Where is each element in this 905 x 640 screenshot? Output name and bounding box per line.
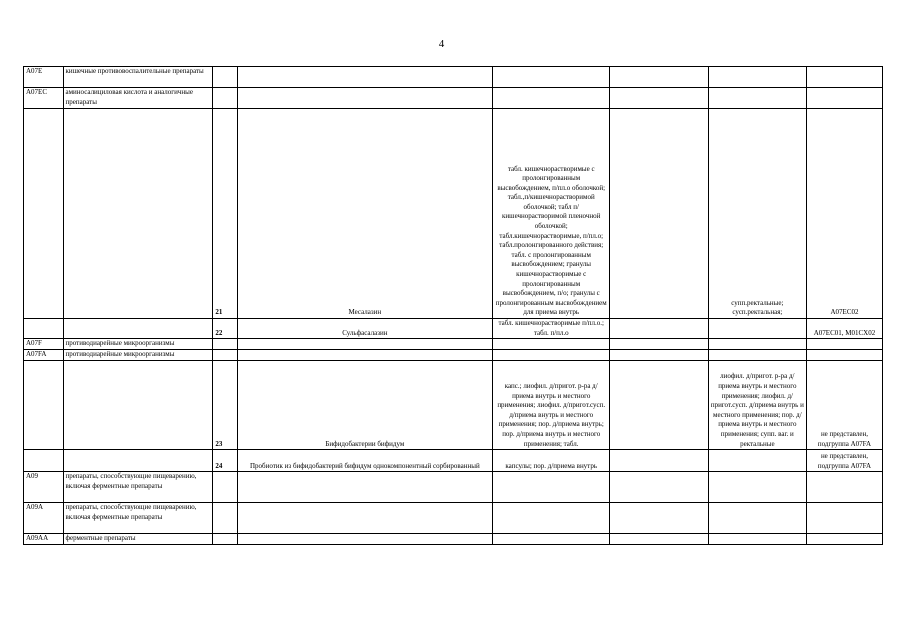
- group-name: [63, 319, 213, 339]
- item-number: 21: [213, 109, 237, 319]
- group-name: аминосалициловая кислота и аналогичные препараты: [63, 88, 213, 109]
- dosage-form: капс.; лиофил. д/пригот. р-ра д/приема внутрь и местного применения; лиофил. д/пригот.сусп. д/приема внутрь и местного применения; пор. д/приема внутрь; пор. д/приема внутрь и местного применения; табл.: [492, 361, 610, 450]
- additional-forms: супп.ректальные; сусп.ректальная;: [708, 109, 806, 319]
- additional-forms: [708, 339, 806, 350]
- atc-code: A09: [24, 472, 64, 503]
- additional-forms: [708, 350, 806, 361]
- additional-forms: [708, 503, 806, 534]
- item-number: [213, 472, 237, 503]
- additional-forms: [708, 472, 806, 503]
- atc-code: [24, 319, 64, 339]
- table-row: [24, 472, 883, 503]
- atc-code: A09A: [24, 503, 64, 534]
- atc-note: [806, 503, 882, 534]
- item-number: [213, 339, 237, 350]
- empty-cell: [610, 319, 708, 339]
- group-name: противодиарейные микроорганизмы: [63, 339, 213, 350]
- dosage-form: [492, 339, 610, 350]
- atc-note: не представлен, подгруппа A07FA: [806, 450, 882, 472]
- atc-note: [806, 472, 882, 503]
- drug-name: [237, 350, 492, 361]
- atc-code: A07F: [24, 339, 64, 350]
- atc-code: [24, 450, 64, 472]
- drug-name: [237, 534, 492, 545]
- additional-forms: лиофил. д/пригот. р-ра д/приема внутрь и местного применения; лиофил. д/пригот.сусп. д/приема внутрь и местного применения; пор. д/приема внутрь и местного применения; супп. ваг. и ректальные: [708, 361, 806, 450]
- atc-code: [24, 361, 64, 450]
- empty-cell: [610, 472, 708, 503]
- drug-name: Сульфасалазин: [237, 319, 492, 339]
- item-number: 23: [213, 361, 237, 450]
- additional-forms: [708, 67, 806, 88]
- item-number: [213, 67, 237, 88]
- empty-cell: [610, 503, 708, 534]
- additional-forms: [708, 534, 806, 545]
- empty-cell: [610, 350, 708, 361]
- dosage-form: [492, 350, 610, 361]
- empty-cell: [610, 109, 708, 319]
- table-row: [24, 319, 883, 339]
- drug-list-table: [23, 66, 883, 545]
- drug-name: [237, 503, 492, 534]
- group-name: препараты, способствующие пищеварению, включая ферментные препараты: [63, 472, 213, 503]
- dosage-form: [492, 503, 610, 534]
- table-row: [24, 534, 883, 545]
- atc-code: A07EC: [24, 88, 64, 109]
- drug-name: [237, 88, 492, 109]
- drug-name: Бифидобактерии бифидум: [237, 361, 492, 450]
- empty-cell: [610, 361, 708, 450]
- item-number: [213, 534, 237, 545]
- dosage-form: [492, 88, 610, 109]
- drug-name: Пробиотик из бифидобактерий бифидум однокомпонентный сорбированный: [237, 450, 492, 472]
- item-number: [213, 503, 237, 534]
- dosage-form: [492, 67, 610, 88]
- atc-note: A07EC02: [806, 109, 882, 319]
- group-name: противодиарейные микроорганизмы: [63, 350, 213, 361]
- group-name: [63, 109, 213, 319]
- atc-code: A09AA: [24, 534, 64, 545]
- atc-note: A07EC01, M01CX02: [806, 319, 882, 339]
- item-number: [213, 350, 237, 361]
- empty-cell: [610, 88, 708, 109]
- table-row: [24, 339, 883, 350]
- table-row: [24, 67, 883, 88]
- additional-forms: [708, 319, 806, 339]
- atc-note: [806, 67, 882, 88]
- atc-code: A07E: [24, 67, 64, 88]
- table-row: [24, 109, 883, 319]
- group-name: [63, 450, 213, 472]
- table-row: [24, 503, 883, 534]
- item-number: [213, 88, 237, 109]
- empty-cell: [610, 450, 708, 472]
- atc-note: [806, 534, 882, 545]
- atc-code: A07FA: [24, 350, 64, 361]
- atc-note: [806, 339, 882, 350]
- dosage-form: [492, 472, 610, 503]
- atc-note: не представлен, подгруппа A07FA: [806, 361, 882, 450]
- empty-cell: [610, 339, 708, 350]
- group-name: препараты, способствующие пищеварению, включая ферментные препараты: [63, 503, 213, 534]
- group-name: ферментные препараты: [63, 534, 213, 545]
- drug-name: Месалазин: [237, 109, 492, 319]
- page-number: 4: [438, 38, 445, 50]
- table-row: [24, 350, 883, 361]
- table-row: [24, 361, 883, 450]
- drug-name: [237, 472, 492, 503]
- additional-forms: [708, 450, 806, 472]
- atc-code: [24, 109, 64, 319]
- drug-name: [237, 67, 492, 88]
- group-name: кишечные противовоспалительные препараты: [63, 67, 213, 88]
- additional-forms: [708, 88, 806, 109]
- item-number: 22: [213, 319, 237, 339]
- drug-name: [237, 339, 492, 350]
- group-name: [63, 361, 213, 450]
- dosage-form: табл. кишечнорастворимые п/пл.о.; табл. п/пл.о: [492, 319, 610, 339]
- empty-cell: [610, 67, 708, 88]
- item-number: 24: [213, 450, 237, 472]
- dosage-form: [492, 534, 610, 545]
- dosage-form: табл. кишечнорастворимые с пролонгированным высвобождением, п/пл.о оболочкой; табл.,п/кишечнорастворимой оболочкой; табл п/кишечнорастворимой пленочной оболочкой; табл.кишечнорастворимые, п/пл.о; табл.пролонгированного действия; табл. с пролонгированным высвобождением; гранулы кишечнорастворимые с пролонгированным высвобождением, п/о; гранулы с пролонгированным высвобождением для приема внутрь: [492, 109, 610, 319]
- table-body: [24, 67, 883, 545]
- atc-note: [806, 350, 882, 361]
- dosage-form: капсулы; пор. д/приема внутрь: [492, 450, 610, 472]
- empty-cell: [610, 534, 708, 545]
- table-row: [24, 88, 883, 109]
- atc-note: [806, 88, 882, 109]
- table-row: [24, 450, 883, 472]
